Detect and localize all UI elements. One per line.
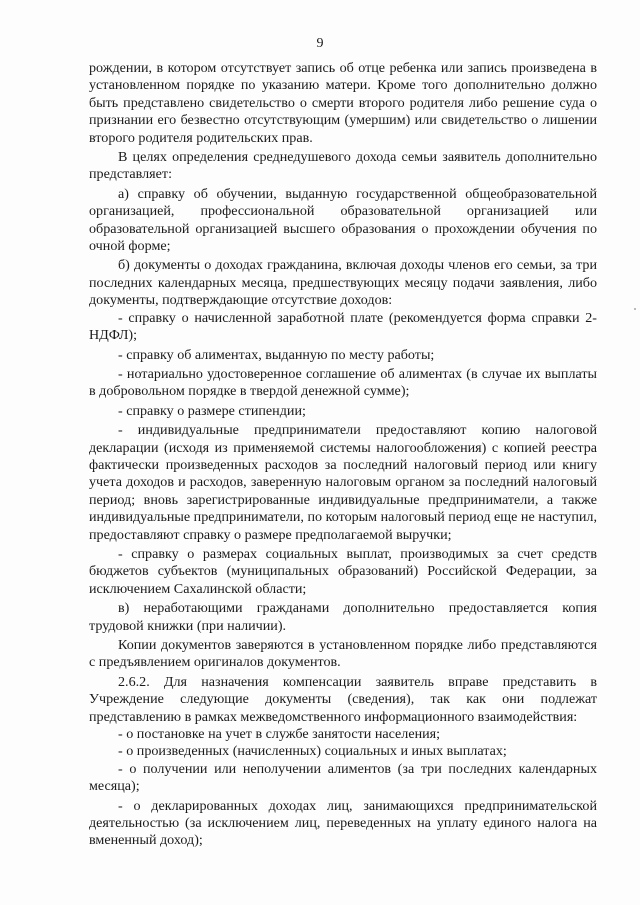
list-item: - индивидуальные предприниматели предоставляют копию налоговой декларации (исходя из применяемой системы налогообложения) с копией реестра фактически произведенных расходов за последний налоговый период или книгу учета доходов и расходов, заверенную налоговым органом за последний налоговый период; вновь зарегистрированные индивидуальные предприниматели, а также индивидуальные предприниматели, по которым налоговый период еще не наступил, предоставляют справку о размере предполагаемой выручки; bbox=[89, 422, 597, 543]
paragraph: рождении, в котором отсутствует запись об отце ребенка или запись произведена в установленном порядке по указанию матери. Кроме того дополнительно должно быть представлено свидетельство о смерти второго родителя либо решение суда о признании его безвестно отсутствующим (умершим) или свидетельство о лишении второго родителя родительских прав. bbox=[89, 60, 597, 146]
page-number: 9 bbox=[316, 36, 324, 51]
paragraph: В целях определения среднедушевого дохода семьи заявитель дополнительно представляет: bbox=[89, 149, 597, 183]
list-item: - о декларированных доходах лиц, занимающихся предпринимательской деятельностью (за исключением лиц, переведенных на уплату единого налога на вмененный доход); bbox=[89, 797, 597, 849]
paragraph: а) справку об обучении, выданную государственной общеобразовательной организацией, профессиональной образовательной организацией или образовательной организацией высшего образования о прохождении обучения по очной форме; bbox=[89, 185, 597, 255]
list-item: - справку об алиментах, выданную по месту работы; bbox=[118, 346, 435, 363]
paragraph: б) документы о доходах гражданина, включая доходы членов его семьи, за три последних календарных месяца, предшествующих месяцу подачи заявления, либо документы, подтверждающие отсутствие доходов: bbox=[89, 257, 597, 309]
list-item: - о получении или неполучении алиментов (за три последних календарных месяца); bbox=[89, 760, 597, 795]
paragraph: 2.6.2. Для назначения компенсации заявитель вправе представить в Учреждение следующие документы (сведения), так как они подлежат представлению в рамках межведомственного информационного взаимодействия: bbox=[89, 673, 597, 725]
list-item: - справку о размере стипендии; bbox=[118, 402, 306, 419]
paragraph: Копии документов заверяются в установленном порядке либо представляются с предъявлением оригиналов документов. bbox=[89, 637, 597, 671]
paragraph: в) неработающими гражданами дополнительно предоставляется копия трудовой книжки (при наличии). bbox=[89, 600, 597, 634]
list-item: - о произведенных (начисленных) социальных и иных выплатах; bbox=[118, 743, 507, 760]
list-item: - нотариально удостоверенное соглашение об алиментах (в случае их выплаты в добровольном порядке в твердой денежной сумме); bbox=[89, 365, 597, 400]
list-item: - справку о начисленной заработной плате (рекомендуется форма справки 2-НДФЛ); bbox=[89, 309, 597, 344]
document-body bbox=[89, 60, 597, 850]
list-item: - о постановке на учет в службе занятости населения; bbox=[118, 726, 441, 743]
list-item: - справку о размерах социальных выплат, производимых за счет средств бюджетов субъектов (муниципальных образований) Российской Федерации, за исключением Сахалинской области; bbox=[89, 545, 597, 597]
scan-speck bbox=[634, 308, 636, 310]
